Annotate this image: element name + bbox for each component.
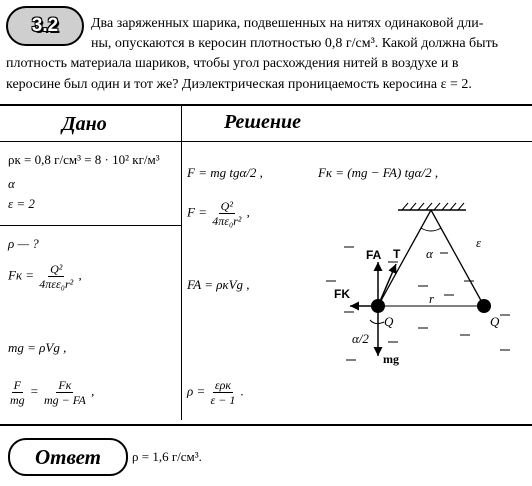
given-density: ρк = 0,8 г/см³ = 8 · 10² кг/м³ bbox=[8, 152, 160, 167]
thread-right bbox=[431, 210, 484, 306]
problem-line-4: керосине был один и тот же? Диэлектрическая проницаемость керосина ε = 2. bbox=[6, 77, 472, 92]
label-eps: ε bbox=[476, 235, 482, 250]
label-alpha: α bbox=[426, 246, 433, 261]
formula-f-air: F = mg tgα/2 , bbox=[187, 165, 263, 180]
thread-left bbox=[378, 210, 431, 306]
formula-weight: mg = ρVg , bbox=[8, 340, 67, 355]
label-mg: mg bbox=[383, 352, 399, 366]
formula-rho: ρ = $\frac{\text{ερк}}{\varepsilon - 1}$ . bbox=[187, 378, 244, 407]
ceiling-hatching bbox=[402, 203, 464, 210]
label-r: r bbox=[429, 291, 435, 306]
coulomb-air-denominator: 4πε₀r² bbox=[212, 214, 242, 228]
formula-f-kerosene: Fк = (mg − FA) tgα/2 , bbox=[318, 165, 439, 180]
label-fk: FK bbox=[334, 287, 350, 301]
coulomb-air-numerator: Q² bbox=[220, 199, 233, 213]
answer-value: ρ = 1,6 г/см³. bbox=[132, 449, 202, 464]
half-angle-arc bbox=[370, 320, 384, 324]
coulomb-ker-numerator: Q² bbox=[50, 262, 63, 276]
ratio-num-2: Fк bbox=[58, 378, 72, 392]
label-half-angle: α/2 bbox=[352, 331, 369, 346]
angle-arc bbox=[421, 228, 441, 231]
solution-heading: Решение bbox=[224, 111, 302, 133]
problem-line-1: Два заряженных шарика, подвешенных на нитях одинаковой дли- bbox=[91, 16, 484, 31]
ball-right bbox=[477, 299, 491, 313]
formula-coulomb-kerosene: Fк = $\frac{\text{Q²}}{\text{4πεε₀r²}}$ , bbox=[8, 262, 82, 291]
answer-label: Ответ bbox=[8, 438, 128, 476]
coulomb-ker-denominator: 4πεε₀r² bbox=[39, 277, 74, 291]
problem-line-2: ны, опускаются в керосин плотностью 0,8 г/см³. Какой должна быть bbox=[91, 36, 499, 51]
ratio-num-1: F bbox=[13, 378, 21, 392]
ratio-den-1: mg bbox=[10, 393, 25, 407]
rho-denominator: ε − 1 bbox=[210, 393, 236, 407]
formula-archimedes: FA = ρкVg , bbox=[187, 277, 250, 292]
formula-coulomb-air: F = $\frac{\text{Q²}}{\text{4πε₀r²}}$ , bbox=[187, 199, 250, 228]
tension-arrow bbox=[378, 264, 396, 306]
label-t: T bbox=[393, 247, 401, 261]
rho-numerator: ερк bbox=[214, 378, 231, 392]
ratio-den-2: mg − FA bbox=[43, 393, 86, 407]
problem-line-3: плотность материала шариков, чтобы угол расхождения нитей в воздухе и в bbox=[6, 56, 459, 71]
given-unknown: ρ — ? bbox=[8, 236, 39, 251]
formula-ratio: $\frac{F}{mg}$ = $\frac{Fк}{mg - FA}$ , bbox=[10, 378, 95, 407]
given-eps: ε = 2 bbox=[8, 196, 35, 211]
label-q-right: Q bbox=[490, 314, 500, 329]
given-heading: Дано bbox=[62, 113, 107, 135]
given-angle: α bbox=[8, 176, 15, 191]
label-q-left: Q bbox=[384, 314, 394, 329]
label-fa: FA bbox=[366, 248, 382, 262]
problem-number-badge: 3.2 bbox=[6, 6, 84, 46]
